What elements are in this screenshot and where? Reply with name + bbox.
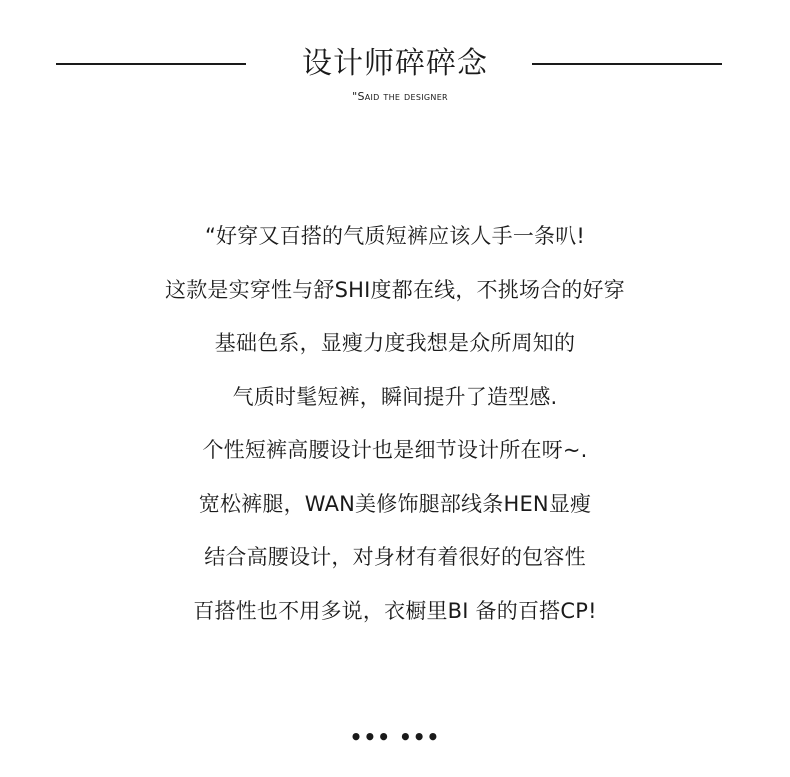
notes-line-5: 个性短裤高腰设计也是细节设计所在呀~.	[202, 438, 588, 462]
notes-line-1: “好穿又百搭的气质短裤应该人手一条叭!	[204, 224, 586, 248]
page-title: 设计师碎碎念	[302, 46, 488, 81]
notes-line-7: 结合高腰设计，对身材有着很好的包容性	[204, 545, 586, 569]
page-subtitle: "Said the designer	[352, 90, 448, 103]
header-divider-right	[532, 63, 722, 65]
notes-line-2: 这款是实穿性与舒SHI度都在线，不挑场合的好穿	[165, 277, 625, 302]
section-header	[0, 0, 790, 110]
notes-line-8: 百搭性也不用多说，衣橱里BI 备的百搭CP!	[193, 598, 597, 623]
designer-notes	[0, 216, 790, 644]
notes-line-4: 气质时髦短裤，瞬间提升了造型感.	[232, 384, 558, 409]
ellipsis-divider: ••• •••	[349, 725, 441, 749]
notes-line-6: 宽松裤腿，WAN美修饰腿部线条HEN显瘦	[198, 491, 592, 516]
notes-line-3: 基础色系，显瘦力度我想是众所周知的	[214, 331, 576, 355]
